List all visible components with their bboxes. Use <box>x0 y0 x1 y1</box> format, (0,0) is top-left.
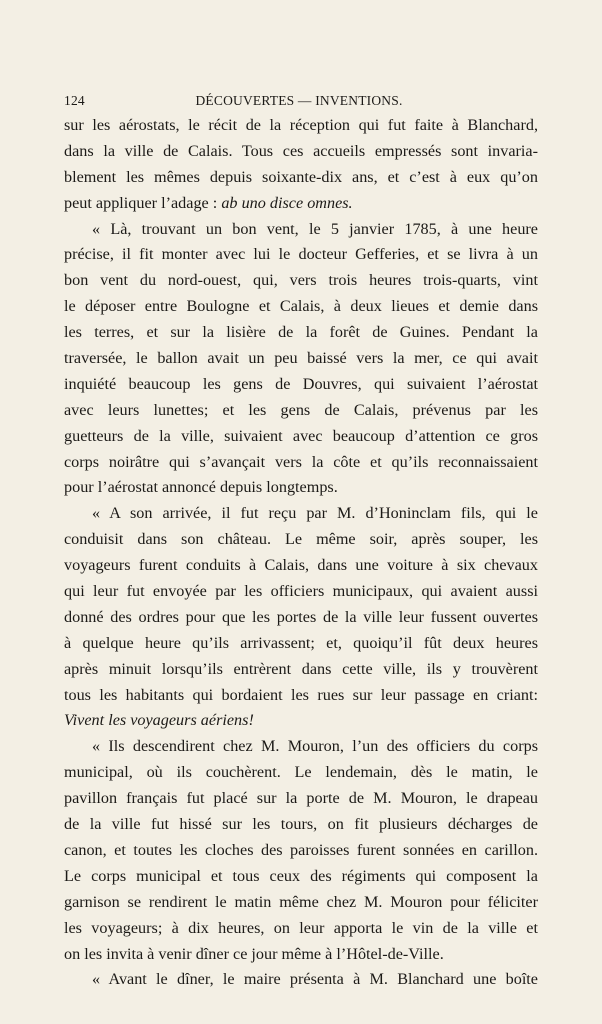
text-line: inquiété beaucoup les gens de Douvres, qui suivaient l’aérostat <box>64 374 538 393</box>
body-text <box>64 113 538 993</box>
page-header <box>64 92 534 110</box>
text-line: canon, et toutes les cloches des paroisses furent sonnées en carillon. <box>64 840 538 859</box>
text-line: qui leur fut envoyée par les officiers municipaux, qui avaient aussi <box>64 582 538 601</box>
text-line: dans la ville de Calais. Tous ces accueils empressés sont invaria- <box>64 141 538 160</box>
text-line: garnison se rendirent le matin même chez M. Mouron pour féliciter <box>64 892 538 911</box>
text-line: guetteurs de la ville, suivaient avec beaucoup d’attention ce gros <box>64 426 538 445</box>
text-line: municipal, où ils couchèrent. Le lendemain, dès le matin, le <box>64 763 538 782</box>
exclamation: Vivent les voyageurs aériens! <box>64 711 254 730</box>
text-line: « Là, trouvant un bon vent, le 5 janvier 1785, à une heure <box>92 219 538 238</box>
text-line: « Ils descendirent chez M. Mouron, l’un des officiers du corps <box>92 737 538 756</box>
text-line: de la ville fut hissé sur les tours, on fit plusieurs décharges de <box>64 815 538 834</box>
text-line: pavillon français fut placé sur la porte de M. Mouron, le drapeau <box>64 789 538 808</box>
text-line: précise, il fit monter avec lui le docteur Gefferies, et se livra à un <box>64 245 538 264</box>
text-line: sur les aérostats, le récit de la réception qui fut faite à Blanchard, <box>64 116 538 134</box>
text-line: « A son arrivée, il fut reçu par M. d’Honinclam fils, qui le <box>92 504 538 523</box>
text-line: corps noirâtre qui s’avançait vers la côte et qu’ils reconnaissaient <box>64 452 538 471</box>
text-line <box>64 708 538 734</box>
text-line: les terres, et sur la lisière de la forêt de Guines. Pendant la <box>64 323 538 342</box>
text-line: à quelque heure qu’ils arrivassent; et, quoiqu’il fût deux heures <box>64 633 538 652</box>
text-line <box>64 191 538 217</box>
text-line: pour l’aérostat annoncé depuis longtemps. <box>64 478 338 497</box>
text-line: tous les habitants qui bordaient les rues sur leur passage en criant: <box>64 685 538 704</box>
text-line: voyageurs furent conduits à Calais, dans une voiture à six chevaux <box>64 556 538 575</box>
latin-quote: ab uno disce omnes. <box>221 193 353 212</box>
text-line: le déposer entre Boulogne et Calais, à deux lieues et demie dans <box>64 297 538 316</box>
text-line: on les invita à venir dîner ce jour même à l’Hôtel-de-Ville. <box>64 944 444 963</box>
page-number: 124 <box>64 93 85 108</box>
text-line: après minuit lorsqu’ils entrèrent dans cette ville, ils y trouvèrent <box>64 659 538 678</box>
text-line: blement les mêmes depuis soixante-dix ans, et c’est à eux qu’on <box>64 167 538 186</box>
text-line: « Avant le dîner, le maire présenta à M. Blanchard une boîte <box>92 970 538 989</box>
text-line: conduisit dans son château. Le même soir, après souper, les <box>64 530 538 549</box>
text-line: les voyageurs; à dix heures, on leur apporta le vin de la ville et <box>64 918 538 937</box>
text-line: avec leurs lunettes; et les gens de Calais, prévenus par les <box>64 400 538 419</box>
text-line: Le corps municipal et tous ceux des régiments qui composent la <box>64 866 538 885</box>
text-line: donné des ordres pour que les portes de la ville leur fussent ouvertes <box>64 607 538 626</box>
running-title: DÉCOUVERTES — INVENTIONS. <box>195 93 403 108</box>
text-line: bon vent du nord-ouest, qui, vers trois heures trois-quarts, vint <box>64 271 538 290</box>
text-segment: peut appliquer l’adage : <box>64 193 218 212</box>
text-line: traversée, le ballon avait un peu baissé vers la mer, ce qui avait <box>64 349 538 368</box>
